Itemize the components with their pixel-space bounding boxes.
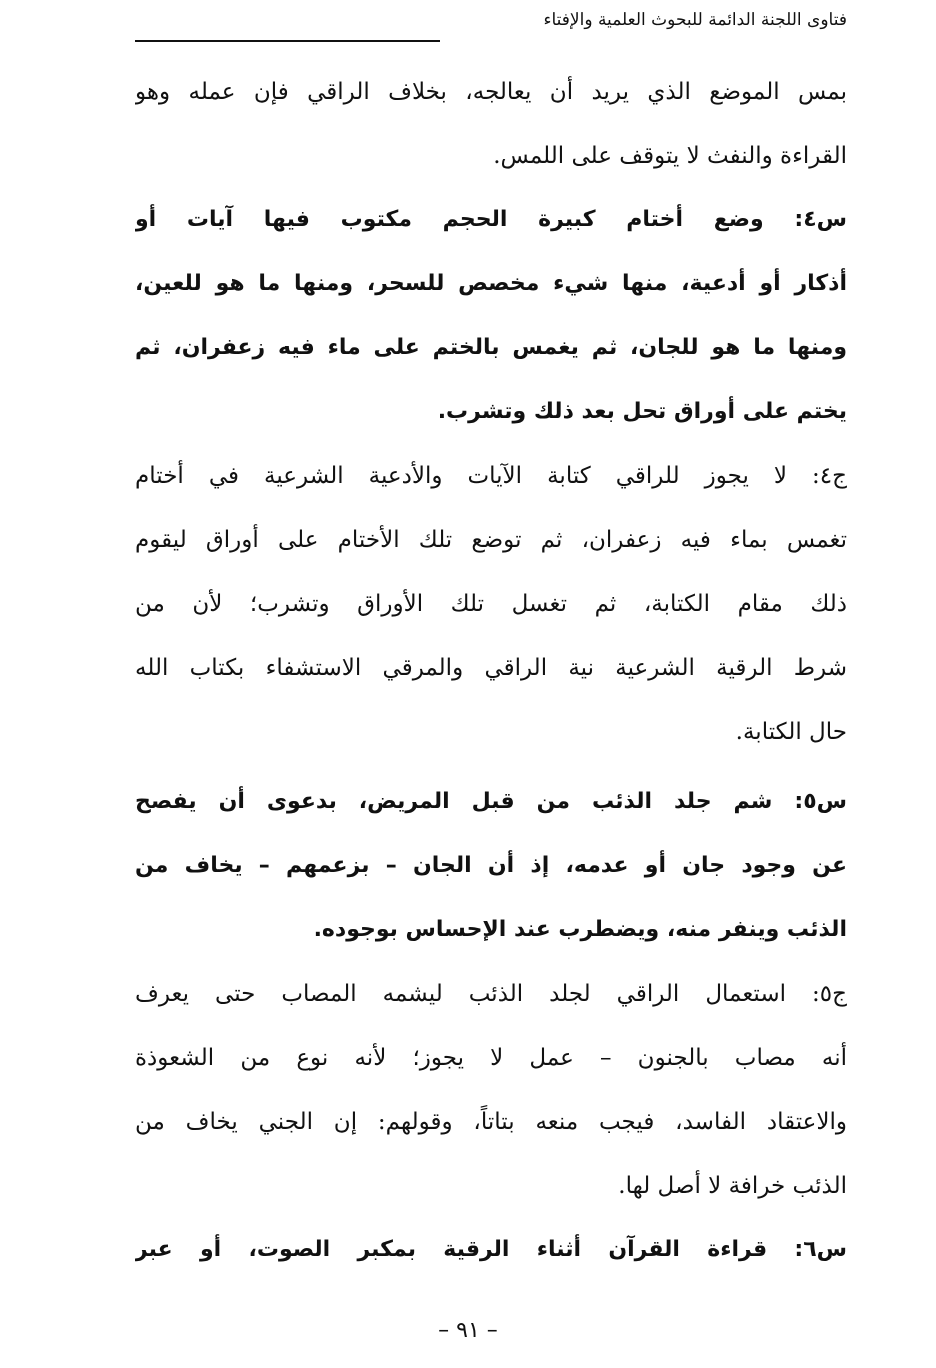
question-line: يختم على أوراق تحل بعد ذلك وتشرب. (437, 399, 847, 424)
question-line: س٤: وضع أختام كبيرة الحجم مكتوب فيها آيات أو (135, 207, 847, 232)
answer-line: والاعتقاد الفاسد، فيجب منعه بتاتاً، وقولهم: إن الجني يخاف من (135, 1109, 847, 1135)
answer-line: تغمس بماء فيه زعفران، ثم توضع تلك الأختام على أوراق ليقوم (135, 527, 847, 553)
answer-line: بمس الموضع الذي يريد أن يعالجه، بخلاف الراقي فإن عمله وهو (135, 79, 847, 105)
answer-line: أنه مصاب بالجنون – عمل لا يجوز؛ لأنه نوع من الشعوذة (135, 1045, 847, 1071)
page-number: – ٩١ – (438, 1318, 498, 1343)
answer-line: ج٤: لا يجوز للراقي كتابة الآيات والأدعية الشرعية في أختام (135, 463, 847, 489)
answer-line: حال الكتابة. (735, 719, 847, 745)
header-title: فتاوى اللجنة الدائمة للبحوث العلمية والإفتاء (543, 10, 847, 30)
answer-line: القراءة والنفث لا يتوقف على اللمس. (493, 143, 847, 169)
answer-line: ذلك مقام الكتابة، ثم تغسل تلك الأوراق وتشرب؛ لأن من (135, 591, 847, 617)
header-rule (135, 40, 440, 42)
answer-line: شرط الرقية الشرعية نية الراقي والمرقي الاستشفاء بكتاب الله (135, 655, 847, 681)
question-line: ومنها ما هو للجان، ثم يغمس بالختم على ماء فيه زعفران، ثم (135, 335, 847, 360)
answer-line: ج٥: استعمال الراقي لجلد الذئب ليشمه المصاب حتى يعرف (135, 981, 847, 1007)
answer-line: الذئب خرافة لا أصل لها. (618, 1173, 847, 1199)
running-header (135, 8, 847, 42)
question-line: عن وجود جان أو عدمه، إذ أن الجان – بزعمهم – يخاف من (135, 853, 847, 878)
question-line: س٥: شم جلد الذئب من قبل المريض، بدعوى أن يفصح (135, 789, 847, 814)
question-line: س٦: قراءة القرآن أثناء الرقية بمكبر الصوت، أو عبر (135, 1237, 847, 1262)
page-body (135, 64, 847, 1286)
question-line: أذكار أو أدعية، منها شيء مخصص للسحر، ومنها ما هو للعين، (135, 271, 847, 296)
question-line: الذئب وينفر منه، ويضطرب عند الإحساس بوجوده. (313, 917, 847, 942)
